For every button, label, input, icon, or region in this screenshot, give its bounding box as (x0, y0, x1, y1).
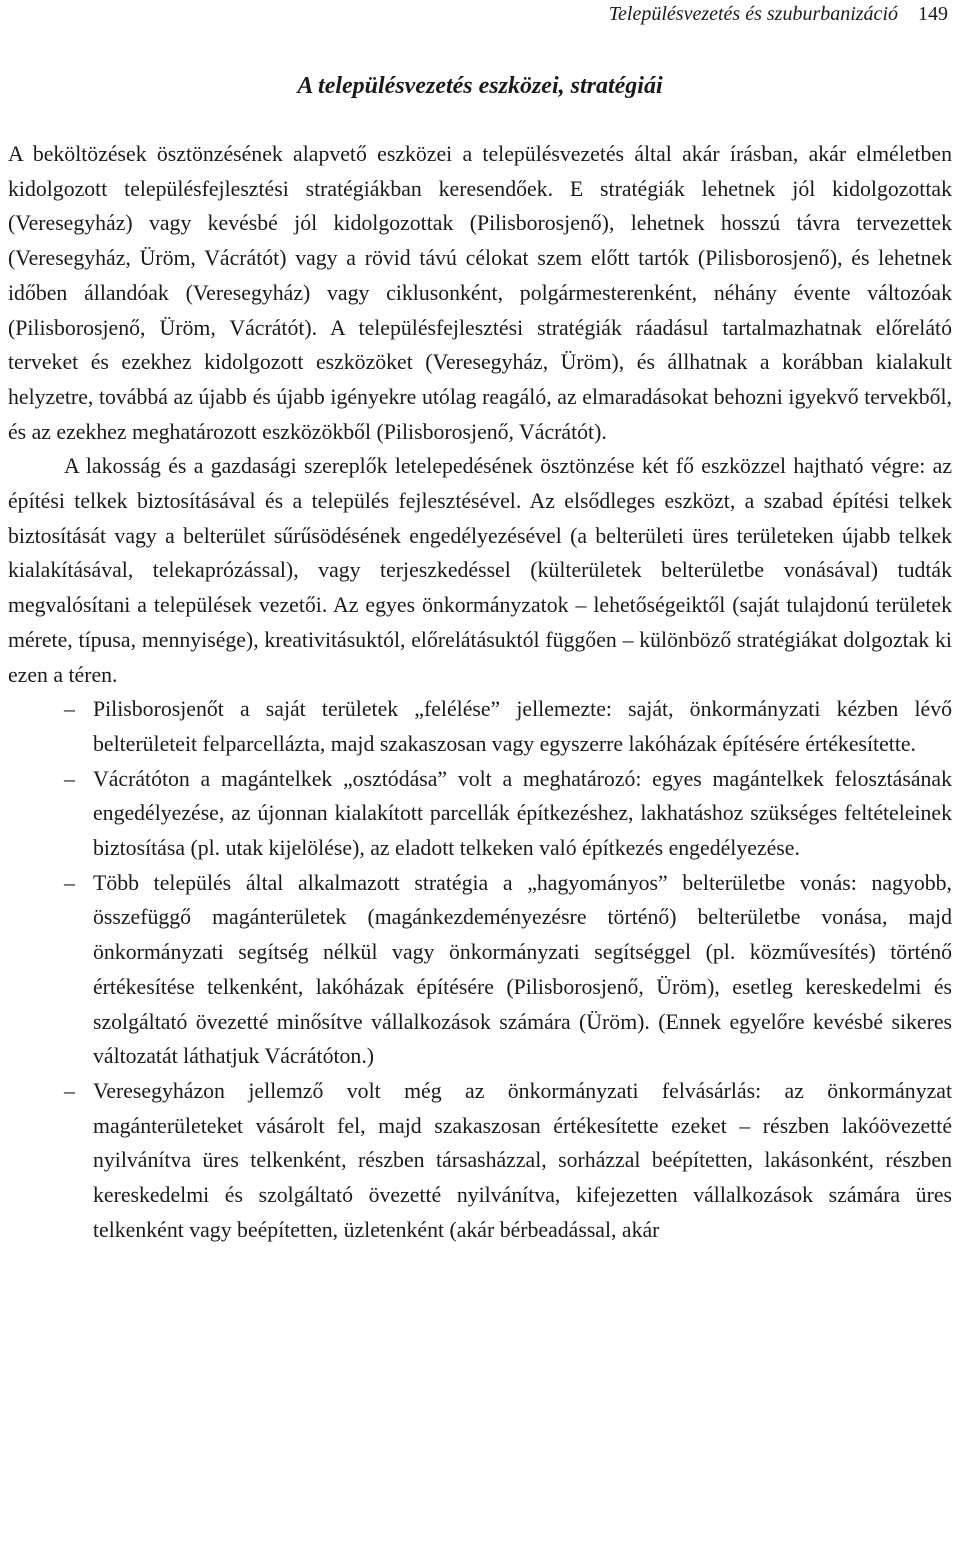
list-dash: – (64, 870, 75, 895)
body-text (8, 137, 952, 1248)
paragraph-2: A lakosság és a gazdasági szereplők letelepedésének ösztönzése két fő eszközzel hajtható végre: az építési telkek biztosításával és a település fejlesztésével. Az elsődleges eszközt, a szabad építési telkek biztosítását vagy a belterület sűrűsödésének engedélyezésével (a belterületi üres területeken újabb telkek kialakításával, telekaprózással), vagy terjeszkedéssel (külterületek belterületbe vonásával) tudták megvalósítani a települések vezetői. Az egyes önkormányzatok – lehetőségeiktől (saját tulajdonú területek mérete, típusa, mennyisége), kreativitásuktól, előrelátásuktól függően – különböző stratégiákat dolgoztak ki ezen a téren. (8, 454, 952, 687)
list-dash: – (64, 1078, 75, 1103)
list-item-text: Pilisborosjenőt a saját területek „felélése” jellemezte: saját, önkormányzati kézben lévő belterületeit felparcellázta, majd szakaszosan vagy egyszerre lakóházak építésére értékesítette. (93, 697, 952, 756)
list-item-text: Vácrátóton a magántelkek „osztódása” volt a meghatározó: egyes magántelkek felosztásának engedélyezése, az újonnan kialakított parcellák építkezéshez, lakhatáshoz szükséges feltételeinek biztosítása (pl. utak kijelölése), az eladott telkeken való építkezés engedélyezése. (93, 766, 952, 861)
list-item (8, 1074, 952, 1248)
list-item (8, 866, 952, 1074)
paragraph-1: A beköltözések ösztönzésének alapvető eszközei a településvezetés által akár írásban, akár elméletben kidolgozott településfejlesztési stratégiákban keresendőek. E stratégiák lehetnek jól kidolgozottak (Veresegyház) vagy kevésbé jól kidolgozottak (Pilisborosjenő), lehetnek hosszú távra tervezettek (Veresegyház, Üröm, Vácrátót) vagy a rövid távú célokat szem előtt tartók (Pilisborosjenő), és lehetnek időben állandóak (Veresegyház) vagy ciklusonként, polgármesterenként, néhány évente változóak (Pilisborosjenő, Üröm, Vácrátót). A településfejlesztési stratégiák ráadásul tartalmazhatnak előrelátó terveket és ezekhez kidolgozott eszközöket (Veresegyház, Üröm), és állhatnak a korábban kialakult helyzetre, továbbá az újabb és újabb igényekre utólag reagáló, az elmaradásokat behozni igyekvő tervekből, és az ezekhez meghatározott eszközökből (Pilisborosjenő, Vácrátót). (8, 142, 952, 444)
list-item (8, 692, 952, 761)
section-title: A településvezetés eszközei, stratégiái (297, 73, 663, 99)
list-item-text: Több település által alkalmazott stratégia a „hagyományos” belterületbe vonás: nagyobb, összefüggő magánterületek (magánkezdeményezésre történő) belterületbe vonása, majd önkormányzati segítség nélkül vagy önkormányzati segítséggel (pl. közművesítés) történő értékesítése telkenként, lakóházak építésére (Pilisborosjenő, Üröm), esetleg kereskedelmi és szolgáltató övezetté minősítve vállalkozások számára (Üröm). (Ennek egyelőre kevésbé sikeres változatát láthatjuk Vácrátóton.) (93, 870, 952, 1069)
list-item (8, 762, 952, 866)
running-header (609, 2, 948, 26)
page-number: 149 (918, 3, 948, 25)
strategy-list (8, 692, 952, 1247)
list-dash: – (64, 697, 75, 722)
list-dash: – (64, 766, 75, 791)
running-title: Településvezetés és szuburbanizáció (608, 3, 898, 25)
list-item-text: Veresegyházon jellemző volt még az önkormányzati felvásárlás: az önkormányzat magánterületeket vásárolt fel, majd szakaszosan értékesítette ezeket – részben lakóövezetté nyilvánítva üres telkenként, részben társasházzal, sorházzal beépítetten, lakásonként, részben kereskedelmi és szolgáltató övezetté nyilvánítva, kifejezetten vállalkozások számára üres telkenként vagy beépítetten, üzletenként (akár bérbeadással, akár (93, 1078, 952, 1242)
